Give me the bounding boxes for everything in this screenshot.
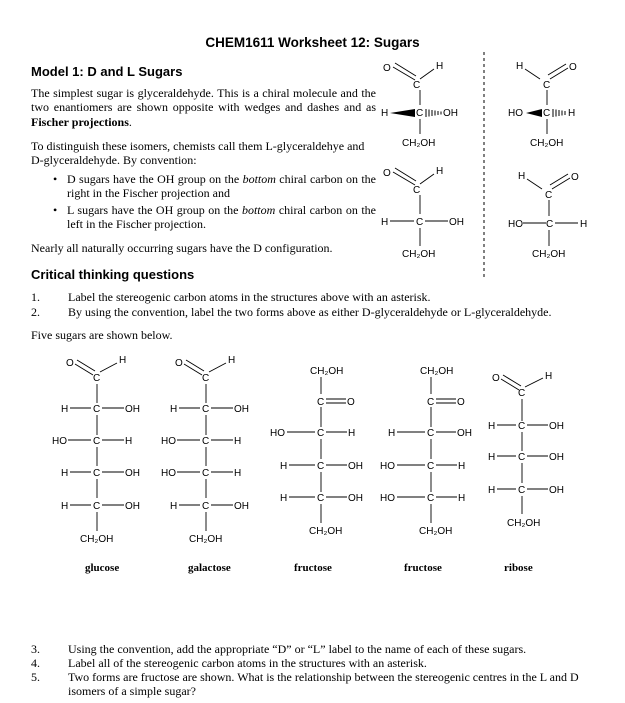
atom-label: CH₂OH — [310, 366, 344, 377]
atom-label: OH — [443, 108, 458, 119]
question-text: Two forms are fructose are shown. What is the relationship between the stereogenic centres in the L and D isomers of a simple sugar? — [68, 670, 579, 698]
atom-label: H — [436, 61, 444, 72]
bond — [75, 364, 93, 375]
atom-label: C — [317, 493, 325, 504]
bond — [525, 378, 543, 387]
atom-label: H — [580, 219, 588, 230]
sugar-name-galactose: galactose — [188, 562, 231, 574]
atom-label: H — [568, 108, 576, 119]
glyceraldehyde-fischer-left — [381, 166, 464, 260]
atom-label: C — [427, 461, 435, 472]
sugar-name-fructose: fructose — [404, 562, 442, 574]
atom-label: OH — [348, 461, 363, 472]
sugar-name-ribose: ribose — [504, 562, 533, 574]
atom-label: O — [66, 358, 74, 369]
bullet-text: L sugars have the OH group on the — [67, 202, 242, 217]
bond — [503, 375, 521, 386]
atom-label: C — [413, 185, 421, 196]
bond — [420, 69, 434, 79]
question-2 — [0, 305, 625, 319]
atom-label: C — [202, 404, 210, 415]
atom-label: H — [280, 493, 288, 504]
atom-label: H — [125, 436, 133, 447]
atom-label: C — [202, 373, 210, 384]
atom-label: O — [383, 168, 391, 179]
atom-label: HO — [380, 493, 395, 504]
question-3 — [0, 642, 625, 656]
atom-label: C — [543, 108, 551, 119]
question-number: 3. — [31, 642, 40, 656]
bond — [100, 363, 117, 372]
fischer-term: Fischer projections — [31, 114, 129, 129]
atom-label: H — [488, 421, 496, 432]
atom-label: C — [546, 219, 554, 230]
atom-label: C — [93, 373, 101, 384]
bond — [77, 360, 95, 371]
atom-label: HO — [52, 436, 67, 447]
question-number: 1. — [31, 290, 40, 304]
atom-label: OH — [348, 493, 363, 504]
bullet-emphasis: bottom — [241, 202, 276, 217]
intro-end: . — [128, 114, 132, 129]
intro-text: The simplest sugar is glyceraldehyde. This is a chiral molecule and the two enantiomers are shown opposite with wedges and dashes and as — [31, 86, 376, 115]
question-text: Using the convention, add the appropriate “D” or “L” label to the name of each of these sugars. — [68, 642, 527, 656]
atom-label: C — [427, 397, 435, 408]
atom-label: OH — [549, 421, 564, 432]
atom-label: O — [347, 397, 355, 408]
bond — [527, 179, 542, 189]
atom-label: C — [413, 80, 421, 91]
atom-label: OH — [125, 468, 140, 479]
glyceraldehyde-wedge-left — [381, 61, 458, 149]
atom-label: H — [61, 468, 69, 479]
wedge-bond — [390, 109, 415, 117]
bond — [209, 363, 226, 372]
bond — [550, 68, 568, 79]
atom-label: OH — [125, 404, 140, 415]
atom-label: HO — [508, 108, 523, 119]
atom-label: H — [170, 501, 178, 512]
question-number: 2. — [31, 305, 40, 319]
atom-label: H — [280, 461, 288, 472]
atom-label: CH₂OH — [402, 249, 436, 260]
atom-label: C — [416, 108, 424, 119]
atom-label: H — [545, 371, 553, 382]
bullet-dot: • — [53, 202, 58, 217]
atom-label: CH₂OH — [420, 366, 454, 377]
atom-label: O — [175, 358, 183, 369]
atom-label: C — [317, 428, 325, 439]
bullet-dot: • — [53, 172, 58, 186]
convention-item-d — [31, 172, 376, 201]
atom-label: H — [61, 501, 69, 512]
atom-label: C — [427, 493, 435, 504]
atom-label: H — [234, 436, 242, 447]
atom-label: H — [488, 452, 496, 463]
atom-label: C — [427, 428, 435, 439]
atom-label: O — [571, 172, 579, 183]
atom-label: OH — [234, 404, 249, 415]
atom-label: H — [61, 404, 69, 415]
atom-label: CH₂OH — [309, 526, 343, 537]
question-text: Label the stereogenic carbon atoms in the structures above with an asterisk. — [68, 290, 431, 304]
atom-label: CH₂OH — [80, 534, 114, 545]
intro-paragraph-3: Nearly all naturally occurring sugars have the D configuration. — [31, 241, 333, 255]
question-text: By using the convention, label the two forms above as either D-glyceraldehyde or L-glyceraldehyde. — [68, 305, 552, 319]
atom-label: C — [202, 501, 210, 512]
glucose-structure — [52, 355, 140, 574]
bond — [525, 69, 540, 79]
five-sugars-structures — [40, 348, 600, 580]
bullet-emphasis: bottom — [242, 172, 276, 186]
atom-label: H — [458, 493, 466, 504]
dash-bond — [426, 109, 441, 117]
atom-label: C — [543, 80, 551, 91]
atom-label: CH₂OH — [532, 249, 566, 260]
fructose-structure-1 — [270, 366, 363, 574]
atom-label: OH — [457, 428, 472, 439]
bond — [548, 64, 566, 75]
page-title: CHEM1611 Worksheet 12: Sugars — [205, 35, 420, 50]
atom-label: H — [348, 428, 356, 439]
atom-label: H — [170, 404, 178, 415]
question-4 — [0, 656, 625, 670]
bond — [184, 364, 202, 375]
atom-label: C — [518, 421, 526, 432]
atom-label: HO — [161, 436, 176, 447]
wedge-bond — [526, 109, 542, 117]
model-heading: Model 1: D and L Sugars — [31, 64, 183, 79]
question-text: Label all of the stereogenic carbon atoms in the structures with an asterisk. — [68, 656, 427, 670]
bond — [550, 174, 568, 185]
question-number: 5. — [31, 670, 40, 684]
fructose-structure-2 — [380, 366, 472, 574]
bond — [186, 360, 204, 371]
glyceraldehyde-wedge-right — [508, 61, 577, 149]
atom-label: CH₂OH — [419, 526, 453, 537]
atom-label: HO — [380, 461, 395, 472]
dash-bond — [553, 109, 565, 117]
sugar-name-glucose: glucose — [85, 562, 120, 574]
atom-label: H — [488, 485, 496, 496]
galactose-structure — [161, 355, 249, 574]
atom-label: C — [518, 388, 526, 399]
convention-list — [31, 172, 376, 234]
atom-label: O — [569, 62, 577, 73]
atom-label: OH — [549, 452, 564, 463]
question-5 — [0, 670, 625, 700]
critical-thinking-heading: Critical thinking questions — [31, 267, 195, 282]
atom-label: CH₂OH — [530, 138, 564, 149]
intro-paragraph-2: To distinguish these isomers, chemists call them L-glyceraldehye and D-glyceraldehyde. By convention: — [31, 139, 365, 168]
bond — [501, 379, 519, 390]
atom-label: H — [234, 468, 242, 479]
convention-item-l — [31, 203, 376, 232]
atom-label: CH₂OH — [507, 518, 541, 529]
bond — [420, 174, 434, 184]
atom-label: OH — [125, 501, 140, 512]
atom-label: H — [518, 171, 526, 182]
atom-label: H — [381, 217, 389, 228]
atom-label: C — [317, 461, 325, 472]
atom-label: O — [492, 373, 500, 384]
atom-label: C — [93, 436, 101, 447]
atom-label: H — [381, 108, 389, 119]
atom-label: CH₂OH — [402, 138, 436, 149]
intro-paragraph-1 — [31, 86, 376, 129]
question-1 — [0, 290, 625, 304]
sugar-name-fructose: fructose — [294, 562, 332, 574]
atom-label: C — [518, 485, 526, 496]
atom-label: C — [317, 397, 325, 408]
atom-label: CH₂OH — [189, 534, 223, 545]
atom-label: OH — [449, 217, 464, 228]
atom-label: H — [516, 61, 524, 72]
atom-label: C — [416, 217, 424, 228]
five-sugars-text: Five sugars are shown below. — [31, 328, 173, 342]
atom-label: C — [93, 468, 101, 479]
atom-label: O — [457, 397, 465, 408]
atom-label: C — [93, 404, 101, 415]
ribose-structure — [488, 371, 564, 574]
atom-label: HO — [270, 428, 285, 439]
atom-label: HO — [161, 468, 176, 479]
atom-label: C — [93, 501, 101, 512]
atom-label: H — [228, 355, 236, 366]
atom-label: H — [436, 166, 444, 177]
atom-label: C — [518, 452, 526, 463]
atom-label: OH — [234, 501, 249, 512]
atom-label: O — [383, 63, 391, 74]
bullet-text: chiral carbon on the right in the Fischer projection and — [67, 172, 376, 201]
atom-label: H — [458, 461, 466, 472]
bullet-text: chiral carbon on the left in the Fischer projection. — [67, 202, 376, 232]
glyceraldehyde-fischer-right — [508, 171, 587, 260]
bullet-text: D sugars have the OH group on the — [67, 172, 243, 186]
atom-label: C — [202, 468, 210, 479]
question-number: 4. — [31, 656, 40, 670]
bond — [552, 178, 570, 189]
glyceraldehyde-structures — [370, 48, 620, 280]
atom-label: HO — [508, 219, 523, 230]
atom-label: C — [545, 190, 553, 201]
atom-label: H — [388, 428, 396, 439]
atom-label: C — [202, 436, 210, 447]
atom-label: H — [119, 355, 127, 366]
atom-label: OH — [549, 485, 564, 496]
